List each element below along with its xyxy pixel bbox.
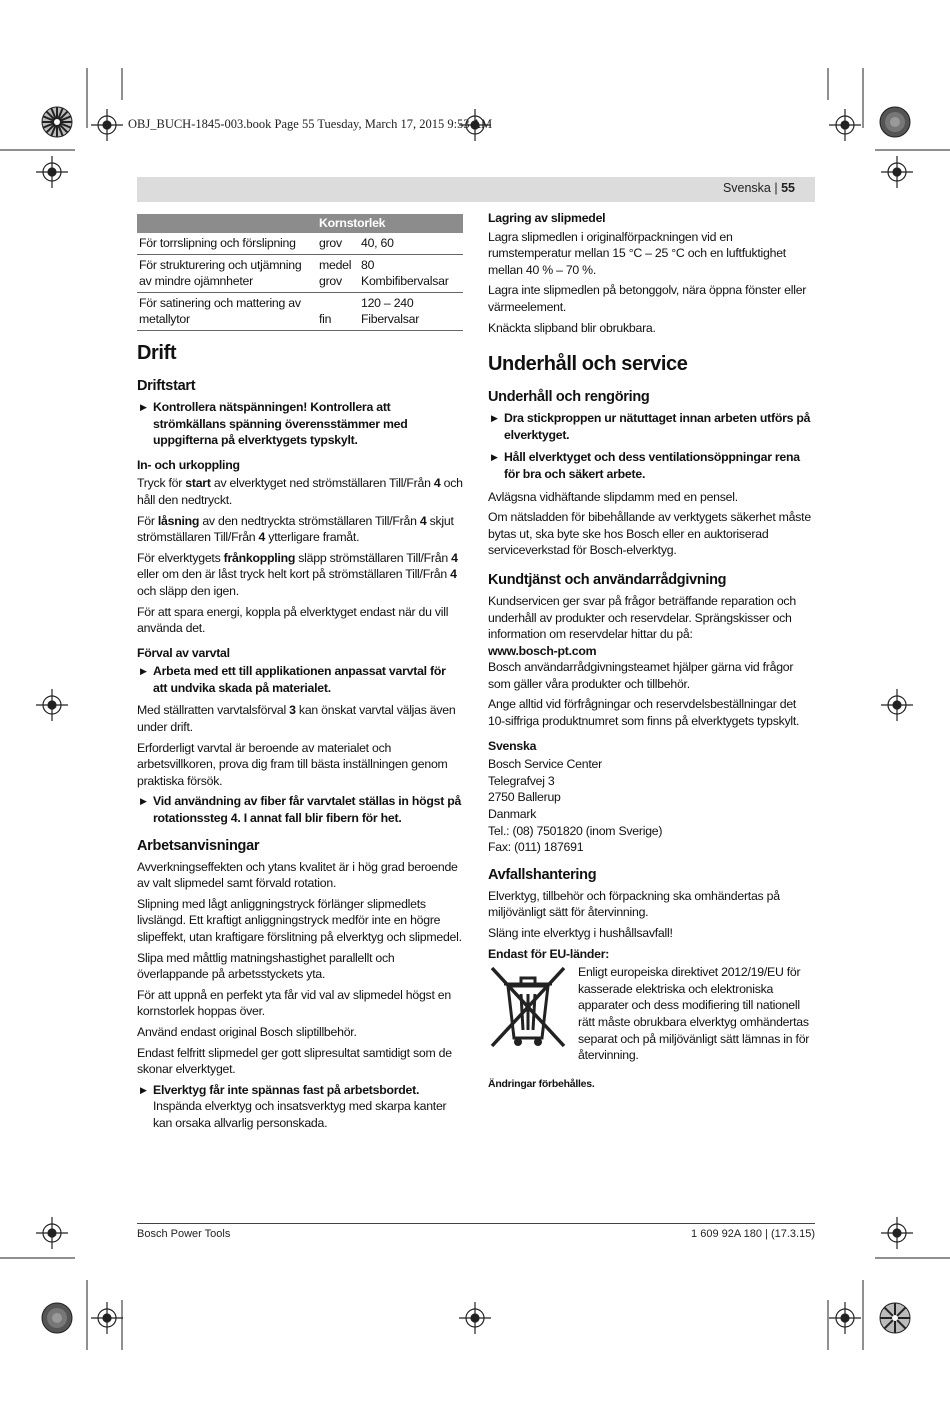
paragraph: Lagra slipmedlen i originalförpackningen vid en rumstemperatur mellan 15 °C – 25 °C och en luftfuktighet mellan 40 % – 70 %. — [488, 229, 786, 277]
table-row: För torrslipning och förslipning grov 40, 60 — [137, 233, 463, 254]
eu-title: Endast för EU-länder: — [488, 946, 610, 961]
paragraph: För att spara energi, koppla på elverktyget endast när du vill använda det. — [137, 604, 449, 636]
subsection-title-storage: Lagring av slipmedel — [488, 211, 606, 225]
right-column — [488, 210, 815, 1096]
grain-size-table — [137, 214, 463, 331]
subsection-title-disposal: Avfallshantering — [488, 866, 597, 883]
paragraph: Slipning med lågt anliggningstryck förlänger slipmedlets livslängd. Ett kraftigt anliggningstryck medför inte en högre slipeffekt, utan kraftigare förslitning på elverktyg och slipmedel. — [137, 896, 462, 944]
grain-table-header: Kornstorlek — [317, 214, 463, 233]
book-info-line: OBJ_BUCH-1845-003.book Page 55 Tuesday, March 17, 2015 9:53 AM — [128, 117, 493, 131]
page-header-band — [137, 177, 815, 202]
footer-doc-number: 1 609 92A 180 | (17.3.15) — [691, 1228, 815, 1240]
subsection-title-driftstart: Driftstart — [137, 377, 196, 394]
footer-rule — [137, 1223, 815, 1224]
paragraph: För låsning av den nedtryckta strömställaren Till/Från 4 skjut strömställaren Till/Från 4 ytterligare framåt. — [137, 513, 454, 545]
warning-bullet: ▶ Arbeta med ett till applikationen anpassat varvtal för att undvika skada på materialet. — [137, 663, 463, 696]
weee-block — [488, 964, 815, 1068]
paragraph: Släng inte elverktyg i hushållsavfall! — [488, 926, 673, 940]
subsection-title-cleaning: Underhåll och rengöring — [488, 389, 650, 406]
paragraph: Avlägsna vidhäftande slipdamm med en pensel. — [488, 489, 738, 504]
paragraph: Endast felfritt slipmedel ger gott slipresultat samtidigt som de skonar elverktyget. — [137, 1045, 452, 1077]
paragraph: Tryck för start av elverktyget ned strömställaren Till/Från 4 och håll den nedtryckt. — [137, 476, 463, 507]
warning-bullet: ▶ Vid användning av fiber får varvtalet ställas in högst på rotationssteg 4. I annat fall blir fibern för het. — [137, 793, 463, 826]
section-title-drift: Drift — [137, 341, 177, 364]
paragraph: För elverktygets frånkoppling släpp strömställaren Till/Från 4 eller om den är låst tryck helt kort på strömställaren Till/Från 4 och släpp den igen. — [137, 550, 458, 598]
paragraph: Använd endast original Bosch sliptillbehör. — [137, 1024, 357, 1039]
paragraph: Elverktyg, tillbehör och förpackning ska omhändertas på miljövänligt sätt för återvinning. — [488, 888, 780, 920]
paragraph: Enligt europeiska direktivet 2012/19/EU för kasserade elektriska och elektroniska apparater och dess modifiering till nationell rätt måste obrukbara elverktyg omhändertas separat och på miljövänligt sätt lämnas in för återvinning. — [578, 965, 810, 1063]
paragraph: Knäckta slipband blir obrukbara. — [488, 320, 656, 335]
header-separator: | — [770, 181, 782, 195]
table-row: För satinering och mattering av metallytor fin 120 – 240 Fibervalsar — [137, 292, 463, 330]
bosch-url-link[interactable]: www.bosch-pt.com — [488, 643, 597, 658]
page-header — [723, 181, 795, 195]
subsection-title-customer: Kundtjänst och användarrådgivning — [488, 571, 727, 588]
warning-bullet: ▶ Elverktyg får inte spännas fast på arbetsbordet. Inspända elverktyg och insatsverktyg med skarpa kanter kan orsaka allvarlig personskada. — [137, 1082, 463, 1132]
country-title: Svenska — [488, 738, 537, 753]
subsection-title-arbetsanvisningar: Arbetsanvisningar — [137, 837, 260, 854]
paragraph: Ange alltid vid förfrågningar och reservdelsbeställningar det 10-siffriga produktnumret som finns på elverktygets typskylt. — [488, 697, 800, 729]
header-language: Svenska — [722, 181, 771, 195]
paragraph: Erforderligt varvtal är beroende av materialet och arbetsvillkoren, prova dig fram till bästa inställningen genom praktiska försök. — [137, 740, 448, 788]
paragraph: Kundservicen ger svar på frågor beträffande reparation och underhåll av produkter och reservdelar. Sprängskisser och information om reservdelar hittar du på: — [488, 593, 796, 642]
crossed-bin-icon — [488, 964, 568, 1050]
table-row: För strukturering och utjämning av mindre ojämnheter medel grov 80 Kombifibervalsar — [137, 254, 463, 292]
footer-brand: Bosch Power Tools — [137, 1228, 231, 1240]
section-title-service: Underhåll och service — [488, 353, 688, 376]
page-number: 55 — [781, 181, 795, 195]
changes-note: Ändringar förbehålles. — [488, 1077, 595, 1090]
paragraph: Med ställratten varvtalsförval 3 kan önskat varvtal väljas även under drift. — [137, 703, 456, 735]
service-address: Bosch Service Center Telegrafvej 3 2750 Ballerup Danmark Tel.: (08) 7501820 (inom Sverige) Fax: (011) 187691 — [488, 757, 663, 855]
paragraph: Bosch användarrådgivningsteamet hjälper gärna vid frågor som gäller våra produkter och tillbehör. — [488, 660, 794, 691]
left-column — [137, 214, 463, 1138]
paragraph: Om nätsladden för bibehållande av verktygets säkerhet måste bytas ut, ska byte ske hos Bosch eller en auktoriserad serviceverkstad för Bosch-elverktyg. — [488, 510, 811, 558]
subsection-title-inkoppling: In- och urkoppling — [137, 457, 240, 472]
warning-bullet: ▶ Dra stickproppen ur nätuttaget innan arbeten utförs på elverktyget. — [488, 410, 815, 443]
paragraph: Avverkningseffekten och ytans kvalitet är i hög grad beroende av valt slipmedel samt förvald rotation. — [137, 859, 458, 891]
warning-bullet: ▶ Kontrollera nätspänningen! Kontrollera att strömkällans spänning överensstämmer med uppgifterna på elverktygets typskylt. — [137, 399, 463, 449]
paragraph: För att uppnå en perfekt yta får vid val av slipmedel högst en kornstorlek hoppas över. — [137, 987, 451, 1019]
warning-bullet: ▶ Håll elverktyget och dess ventilationsöppningar rena för bra och säkert arbete. — [488, 449, 815, 482]
subsection-title-speed: Förval av varvtal — [137, 645, 230, 660]
paragraph: Lagra inte slipmedlen på betonggolv, nära öppna fönster eller värmeelement. — [488, 283, 807, 314]
paragraph: Slipa med måttlig matningshastighet parallellt och överlappande på arbetsstyckets yta. — [137, 950, 395, 982]
